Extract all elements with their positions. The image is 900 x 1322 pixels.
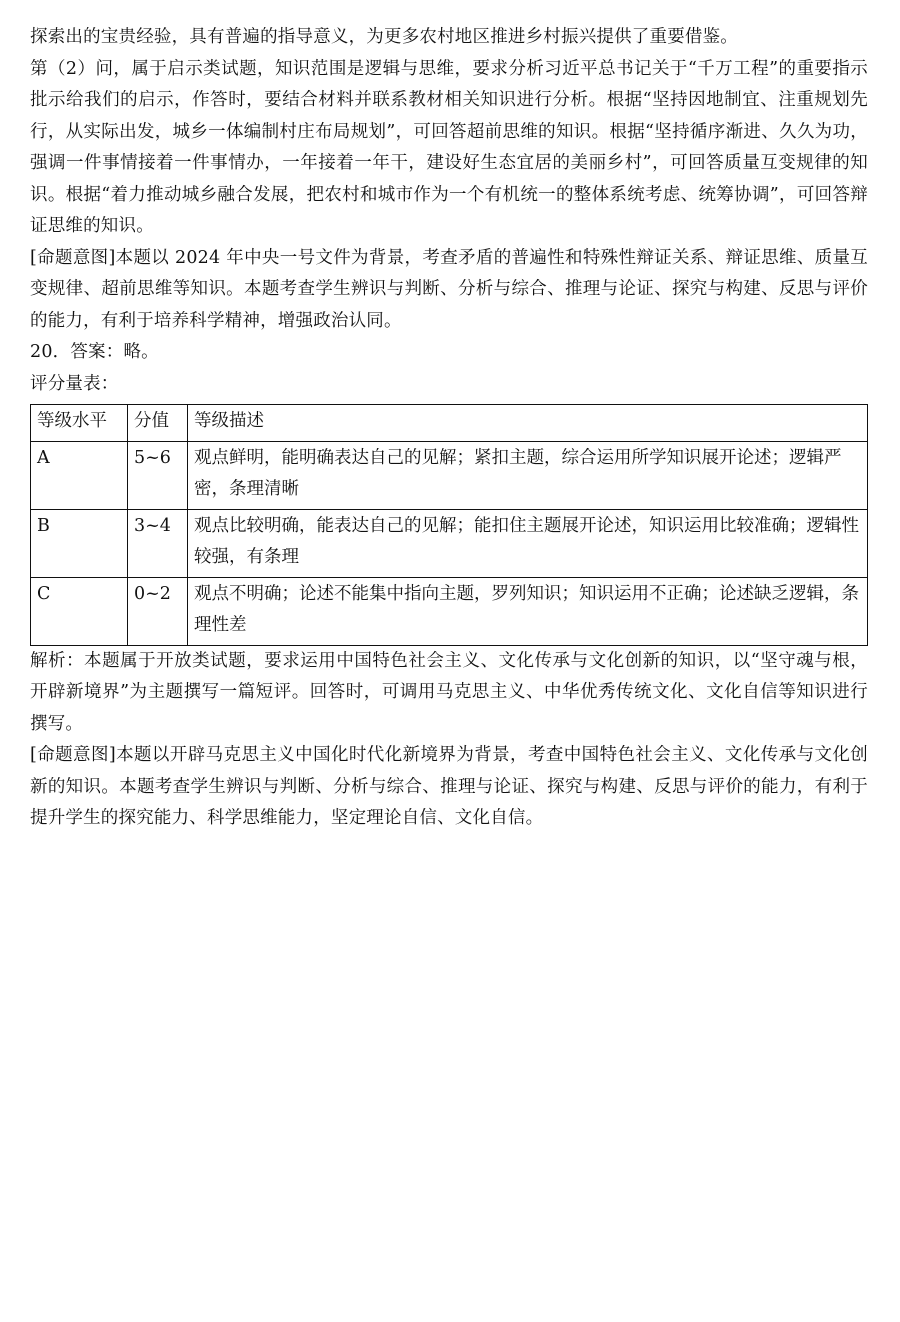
paragraph-question-2-analysis: 第（2）问，属于启示类试题，知识范围是逻辑与思维，要求分析习近平总书记关于“千万工程”的重要指示批示给我们的启示，作答时，要结合材料并联系教材相关知识进行分析。根据“坚持因地制宜、注重规划先行，从实际出发，城乡一体编制村庄布局规划”，可回答超前思维的知识。根据“坚持循序渐进、久久为功，强调一件事情接着一件事情办，一年接着一年干，建设好生态宜居的美丽乡村”，可回答质量互变规律的知识。根据“着力推动城乡融合发展，把农村和城市作为一个有机统一的整体系统考虑、统筹协调”，可回答辩证思维的知识。 — [30, 58, 868, 236]
cell-description: 观点不明确；论述不能集中指向主题，罗列知识；知识运用不正确；论述缺乏逻辑，条理性差 — [188, 577, 868, 645]
document-page — [30, 22, 868, 835]
cell-score: 0~2 — [128, 577, 188, 645]
table-row — [31, 509, 868, 577]
paragraph-rubric-title: 评分量表： — [30, 373, 119, 394]
paragraph-intent-2: [命题意图]本题以开辟马克思主义中国化时代化新境界为背景，考查中国特色社会主义、文化传承与文化创新的知识。本题考查学生辨识与判断、分析与综合、推理与论证、探究与构建、反思与评价的能力，有利于提升学生的探究能力、科学思维能力，坚定理论自信、文化自信。 — [30, 745, 868, 828]
cell-description: 观点鲜明，能明确表达自己的见解；紧扣主题，综合运用所学知识展开论述；逻辑严密，条理清晰 — [188, 441, 868, 509]
header-description: 等级描述 — [188, 405, 868, 442]
paragraph-answer-20: 20．答案：略。 — [30, 342, 159, 362]
table-row — [31, 577, 868, 645]
header-score: 分值 — [128, 405, 188, 442]
cell-score: 3~4 — [128, 509, 188, 577]
paragraph-analysis-20: 解析：本题属于开放类试题，要求运用中国特色社会主义、文化传承与文化创新的知识，以“坚守魂与根，开辟新境界”为主题撰写一篇短评。回答时，可调用马克思主义、中华优秀传统文化、文化自信等知识进行撰写。 — [30, 650, 868, 734]
cell-score: 5~6 — [128, 441, 188, 509]
header-level: 等级水平 — [31, 405, 128, 442]
cell-description: 观点比较明确，能表达自己的见解；能扣住主题展开论述，知识运用比较准确；逻辑性较强，有条理 — [188, 509, 868, 577]
cell-level: C — [31, 577, 128, 645]
table-row — [31, 441, 868, 509]
cell-level: B — [31, 509, 128, 577]
table-header-row — [31, 405, 868, 442]
paragraph-intent-1: [命题意图]本题以 2024 年中央一号文件为背景，考查矛盾的普遍性和特殊性辩证关系、辩证思维、质量互变规律、超前思维等知识。本题考查学生辨识与判断、分析与综合、推理与论证、探究与构建、反思与评价的能力，有利于培养科学精神，增强政治认同。 — [30, 247, 868, 331]
grading-rubric-table — [30, 404, 868, 646]
paragraph-continuation: 探索出的宝贵经验，具有普遍的指导意义，为更多农村地区推进乡村振兴提供了重要借鉴。 — [30, 27, 738, 47]
cell-level: A — [31, 441, 128, 509]
